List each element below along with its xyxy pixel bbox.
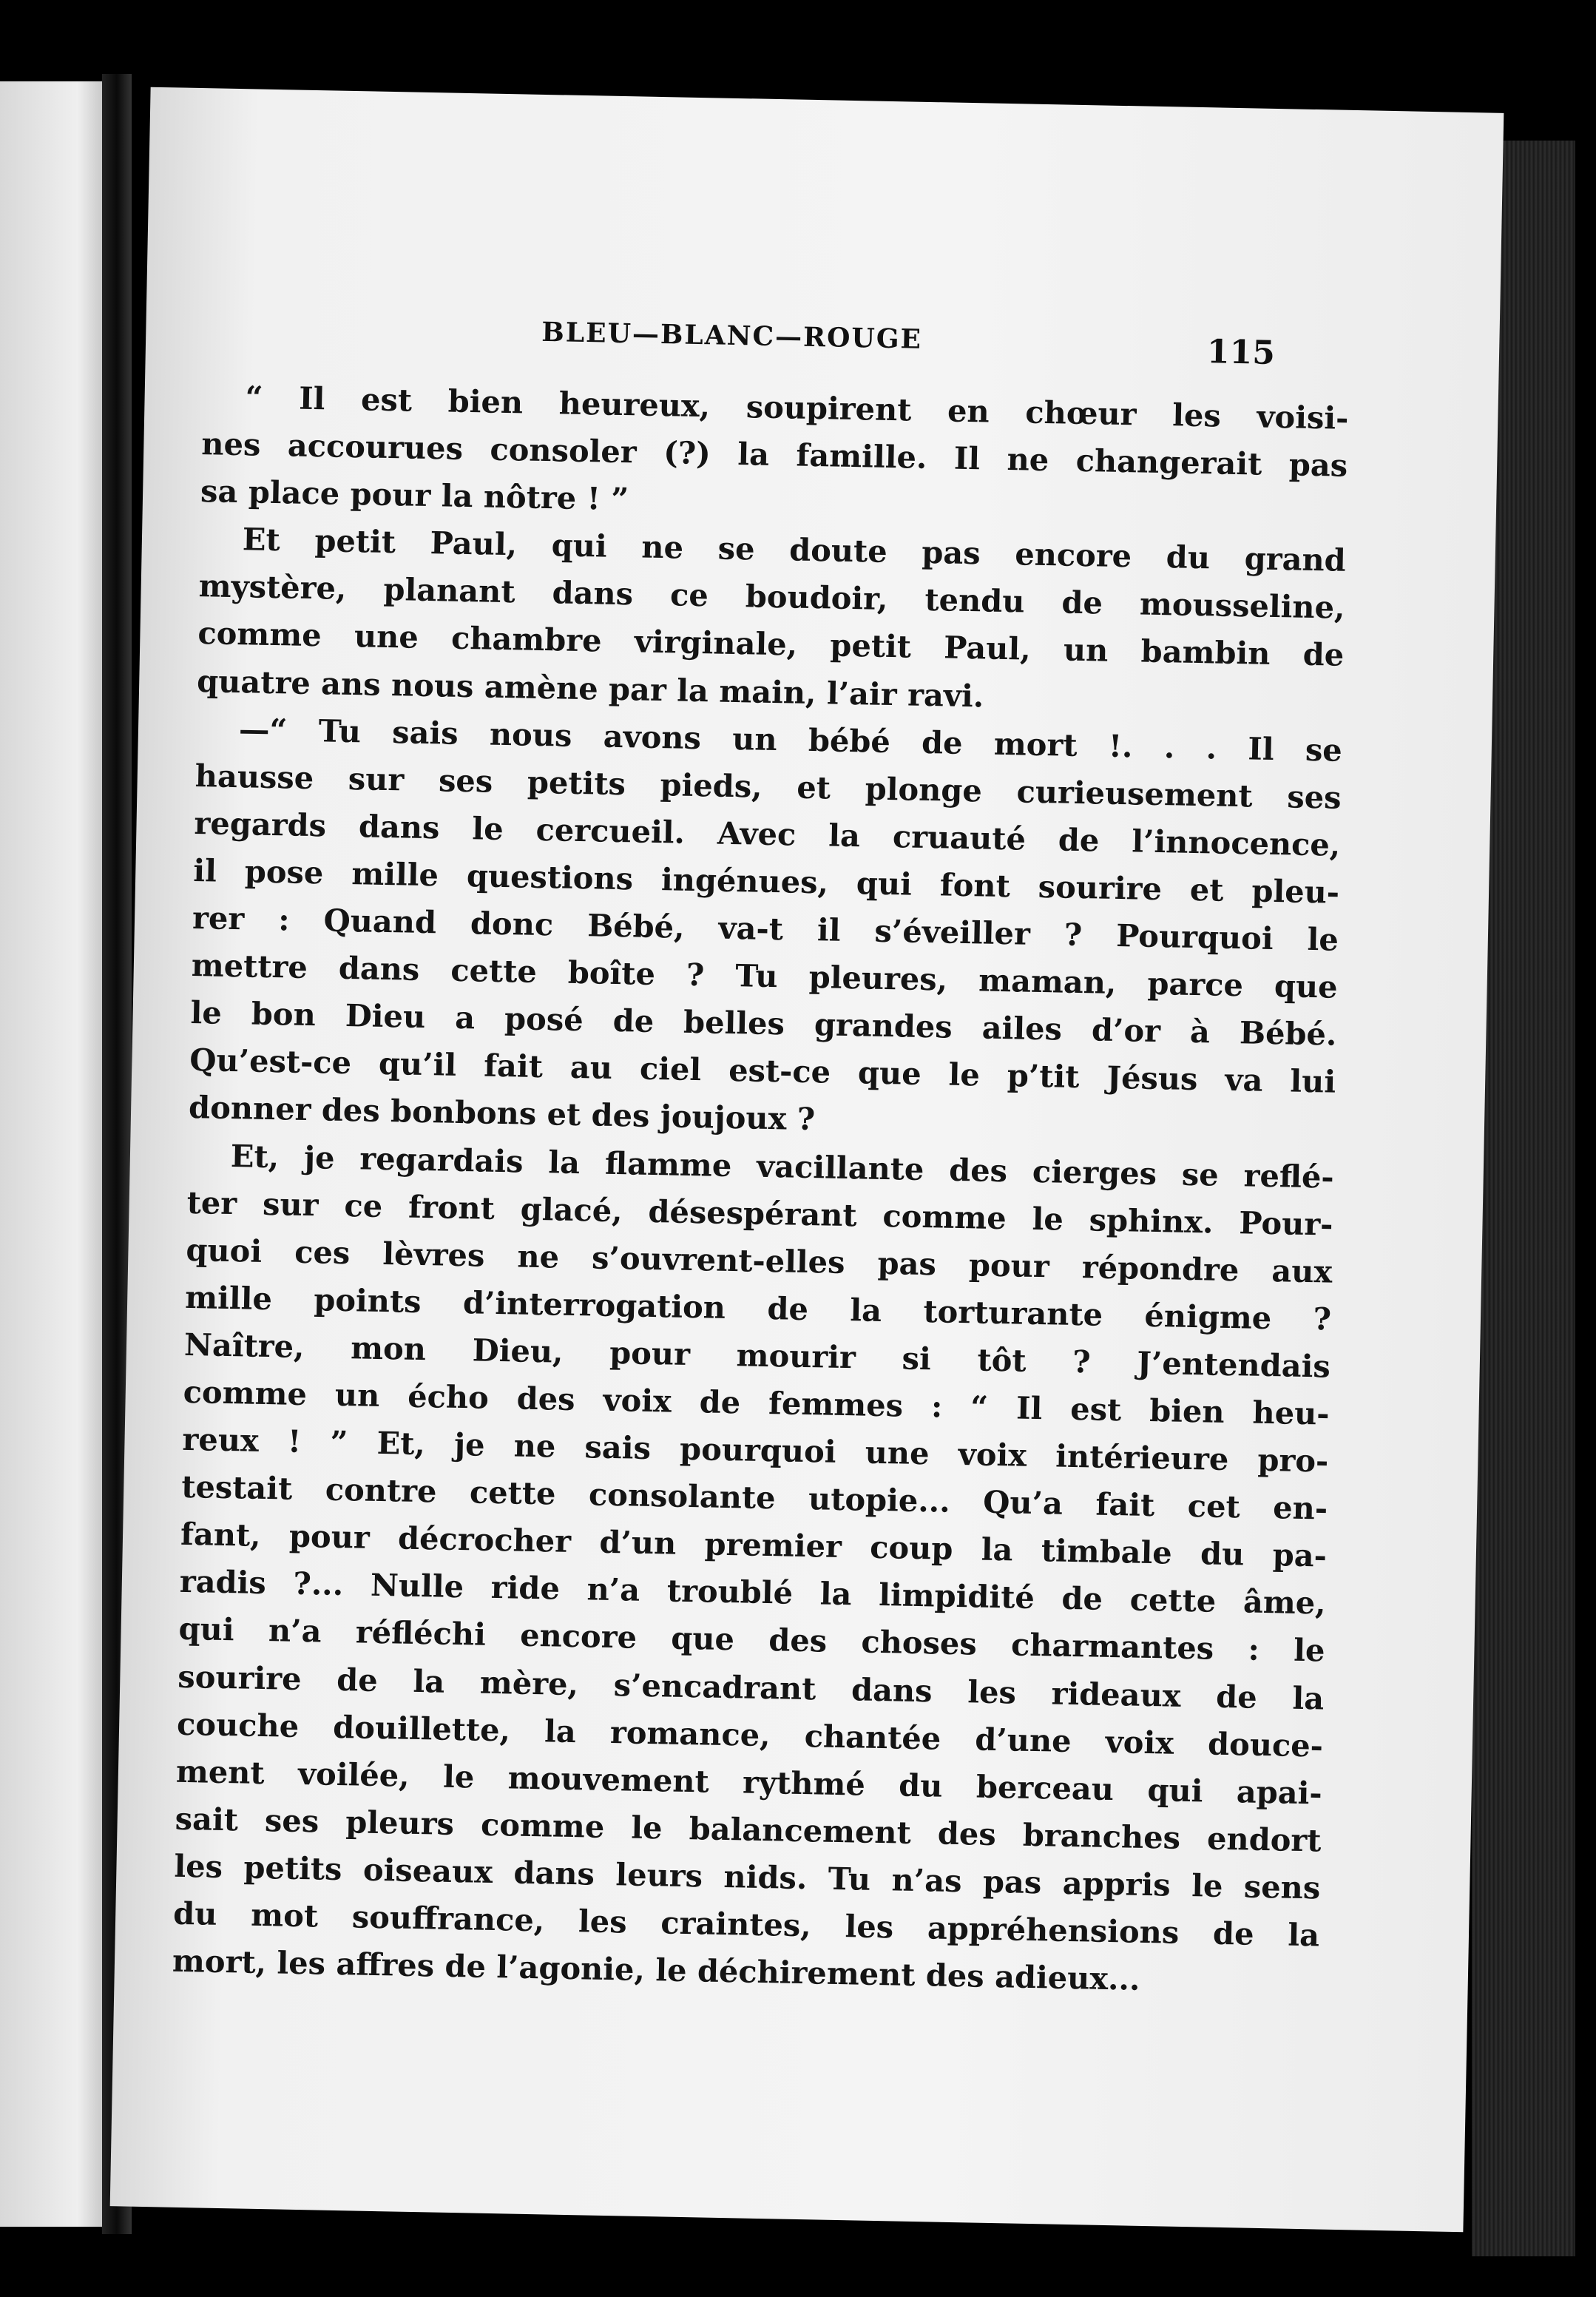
text-line: radis ?... Nulle ride n’a troublé la limpidité de cette âme, xyxy=(179,1563,1327,1622)
text-line: le bon Dieu a posé de belles grandes ailes d’or à Bébé. xyxy=(190,994,1337,1053)
left-page-edge xyxy=(0,81,111,2227)
text-line: mettre dans cette boîte ? Tu pleures, maman, parce que xyxy=(191,947,1339,1005)
text-line: testait contre cette consolante utopie... Qu’a fait cet en- xyxy=(180,1468,1328,1527)
text-line: qui n’a réfléchi encore que des choses charmantes : le xyxy=(178,1610,1325,1670)
text-line: ment voilée, le mouvement rythmé du berceau qui apai- xyxy=(175,1753,1323,1812)
text-line: Qu’est-ce qu’il fait au ciel est-ce que le p’tit Jésus va lui xyxy=(189,1042,1336,1101)
text-line: regards dans le cercueil. Avec la cruauté de l’innocence, xyxy=(194,804,1341,863)
text-line: quatre ans nous amène par la main, l’air ravi. xyxy=(196,662,984,715)
text-line: Et, je regardais la flamme vacillante des cierges se reflé- xyxy=(230,1137,1335,1195)
text-line: mille points d’interrogation de la torturante énigme ? xyxy=(184,1278,1332,1338)
book-page xyxy=(110,87,1504,2233)
text-line: quoi ces lèvres ne s’ouvrent-elles pas pour répondre aux xyxy=(186,1231,1333,1290)
page-body xyxy=(172,373,1349,2007)
text-line: rer : Quand donc Bébé, va-t il s’éveiller ? Pourquoi le xyxy=(192,900,1339,958)
text-line: sait ses pleurs comme le balancement des branches endort xyxy=(175,1800,1322,1859)
text-line: comme une chambre virginale, petit Paul, un bambin de xyxy=(197,615,1345,674)
text-line: reux ! ” Et, je ne sais pourquoi une voix intérieure pro- xyxy=(182,1420,1329,1480)
text-line: les petits oiseaux dans leurs nids. Tu n’as pas appris le sens xyxy=(174,1847,1321,1906)
text-line: —“ Tu sais nous avons un bébé de mort !. . . Il se xyxy=(238,710,1343,769)
page-number: 115 xyxy=(1206,333,1276,372)
text-line: Et petit Paul, qui ne se doute pas encore du grand xyxy=(242,521,1347,579)
text-line: donner des bonbons et des joujoux ? xyxy=(188,1089,816,1138)
text-line: fant, pour décrocher d’un premier coup la timbale du pa- xyxy=(180,1516,1328,1574)
text-line: du mot souffrance, les craintes, les appréhensions de la xyxy=(172,1895,1320,1954)
text-line: Naître, mon Dieu, pour mourir si tôt ? J’entendais xyxy=(183,1326,1331,1385)
text-line: nes accourues consoler (?) la famille. Il ne changerait pas xyxy=(200,425,1348,484)
text-line: mort, les affres de l’agonie, le déchirement des adieux... xyxy=(172,1942,1140,1997)
text-line: ter sur ce front glacé, désespérant comme le sphinx. Pour- xyxy=(186,1184,1333,1243)
text-line: comme un écho des voix de femmes : “ Il est bien heu- xyxy=(183,1373,1330,1432)
text-line: “ Il est bien heureux, soupirent en chœur les voisi- xyxy=(245,379,1349,436)
text-line: hausse sur ses petits pieds, et plonge curieusement ses xyxy=(195,757,1342,816)
text-line: couche douillette, la romance, chantée d’une voix douce- xyxy=(176,1705,1324,1764)
running-head: BLEU—BLANC—ROUGE xyxy=(541,316,923,355)
text-line: il pose mille questions ingénues, qui font sourire et pleu- xyxy=(192,851,1340,911)
text-line: mystère, planant dans ce boudoir, tendu de mousseline, xyxy=(198,567,1345,627)
text-line: sa place pour la nôtre ! ” xyxy=(200,473,629,518)
text-line: sourire de la mère, s’encadrant dans les rideaux de la xyxy=(177,1658,1325,1717)
